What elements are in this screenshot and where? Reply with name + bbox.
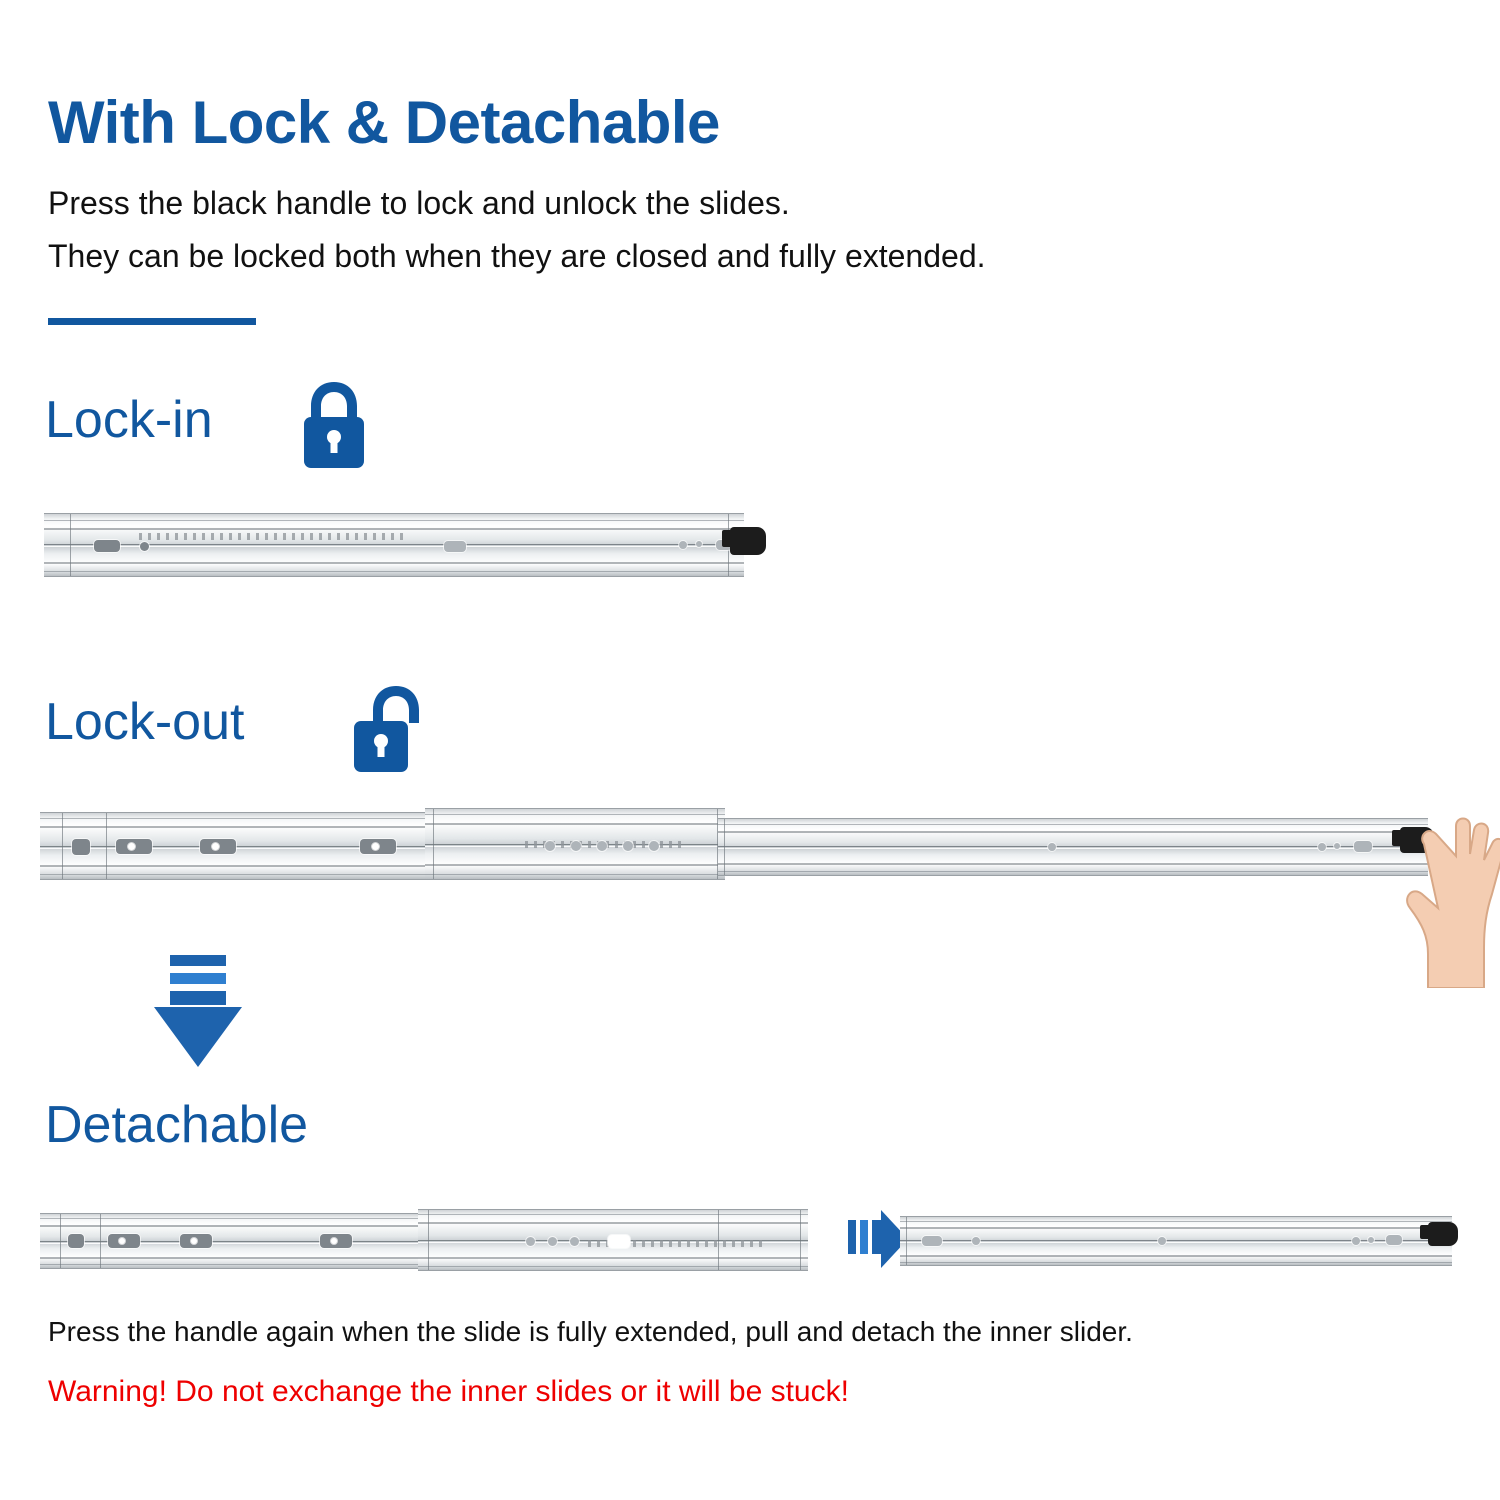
slide-lock-handle-detached [1428, 1222, 1458, 1246]
padlock-open-icon [348, 683, 432, 780]
footer-instruction-text: Press the handle again when the slide is fully extended, pull and detach the inner slider. [48, 1316, 1133, 1347]
page-title: With Lock & Detachable [48, 89, 720, 156]
section-title-lock-in: Lock-in [45, 391, 213, 449]
intro-line-1: Press the black handle to lock and unlock the slides. [48, 185, 790, 221]
section-title-detachable: Detachable [45, 1096, 309, 1154]
intro-line-2: They can be locked both when they are closed and fully extended. [48, 238, 986, 274]
hand-pressing-handle-illustration [1398, 808, 1500, 993]
section-title-lock-out: Lock-out [45, 693, 245, 751]
slide-lock-handle [730, 527, 766, 555]
warning-text: Warning! Do not exchange the inner slides or it will be stuck! [48, 1375, 849, 1408]
arrow-right-icon [848, 1208, 908, 1275]
padlock-closed-icon [298, 379, 370, 476]
title-underline-divider [48, 318, 256, 325]
arrow-down-icon [148, 955, 248, 1076]
